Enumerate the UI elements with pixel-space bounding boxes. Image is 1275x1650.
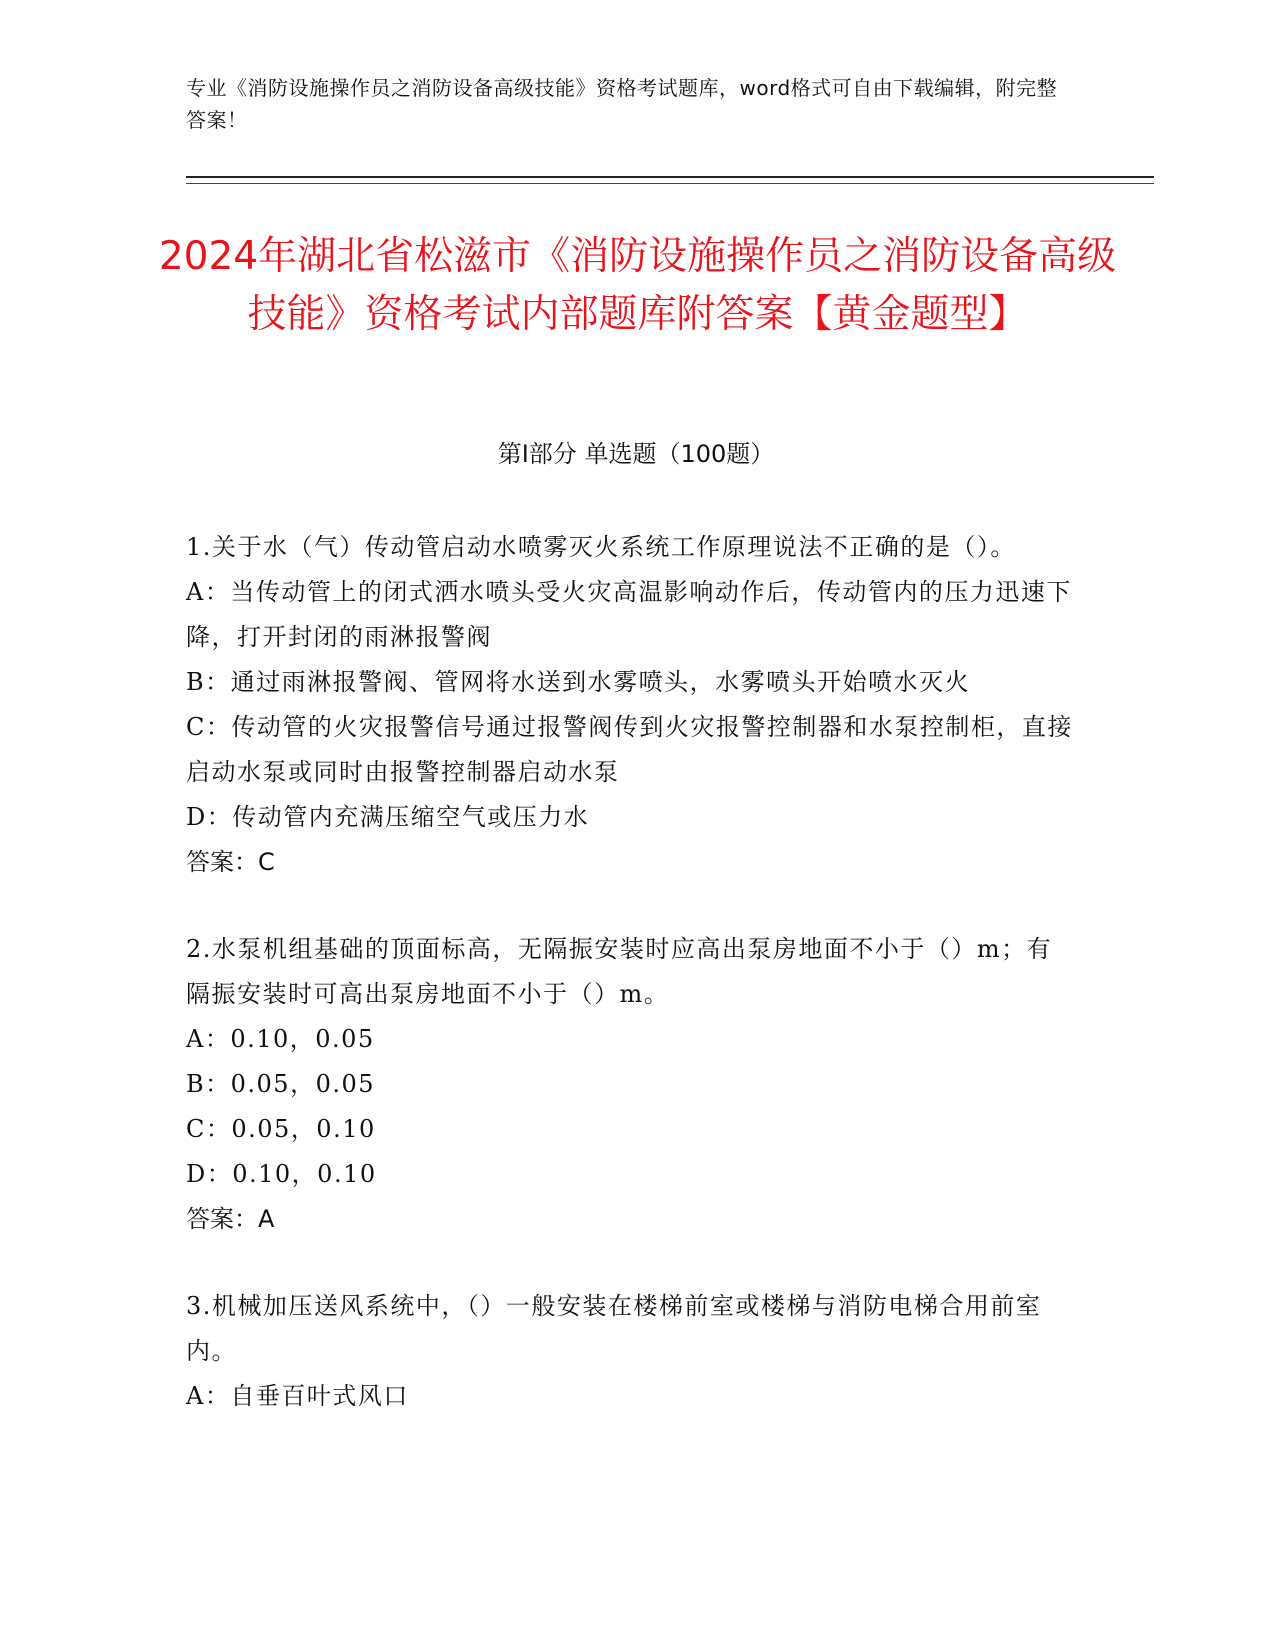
question-2 — [186, 927, 1076, 1242]
header-divider-thin — [186, 183, 1154, 184]
question-text: 1.关于水（气）传动管启动水喷雾灭火系统工作原理说法不正确的是（）。 — [186, 533, 1016, 561]
option-d: D：0.10，0.10 — [186, 1160, 377, 1188]
question-3 — [186, 1284, 1076, 1419]
answer: 答案：A — [186, 1205, 275, 1233]
answer: 答案：C — [186, 848, 275, 876]
option-c: C：传动管的火灾报警信号通过报警阀传到火灾报警控制器和水泵控制柜，直接启动水泵或同时由报警控制器启动水泵 — [186, 713, 1073, 786]
option-c: C：0.05，0.10 — [186, 1115, 376, 1143]
section-title: 第I部分 单选题（100题） — [497, 440, 775, 468]
header-note: 专业《消防设施操作员之消防设备高级技能》资格考试题库，word格式可自由下载编辑，附完整答案！ — [186, 76, 1058, 132]
option-a: A：自垂百叶式风口 — [186, 1382, 409, 1410]
option-a: A：当传动管上的闭式洒水喷头受火灾高温影响动作后，传动管内的压力迅速下降，打开封闭的雨淋报警阀 — [186, 578, 1072, 651]
option-b: B：0.05，0.05 — [186, 1070, 376, 1098]
question-1 — [186, 525, 1076, 885]
header-divider — [186, 176, 1154, 178]
option-b: B：通过雨淋报警阀、管网将水送到水雾喷头，水雾喷头开始喷水灭火 — [186, 668, 971, 696]
question-text: 2.水泵机组基础的顶面标高，无隔振安装时应高出泵房地面不小于（）m；有隔振安装时可高出泵房地面不小于（）m。 — [186, 935, 1053, 1008]
question-text: 3.机械加压送风系统中，（）一般安装在楼梯前室或楼梯与消防电梯合用前室内。 — [186, 1292, 1042, 1365]
document-title: 2024年湖北省松滋市《消防设施操作员之消防设备高级技能》资格考试内部题库附答案【黄金题型】 — [158, 234, 1117, 337]
option-d: D：传动管内充满压缩空气或压力水 — [186, 803, 590, 831]
option-a: A：0.10，0.05 — [186, 1025, 375, 1053]
question-list — [186, 525, 1076, 1461]
